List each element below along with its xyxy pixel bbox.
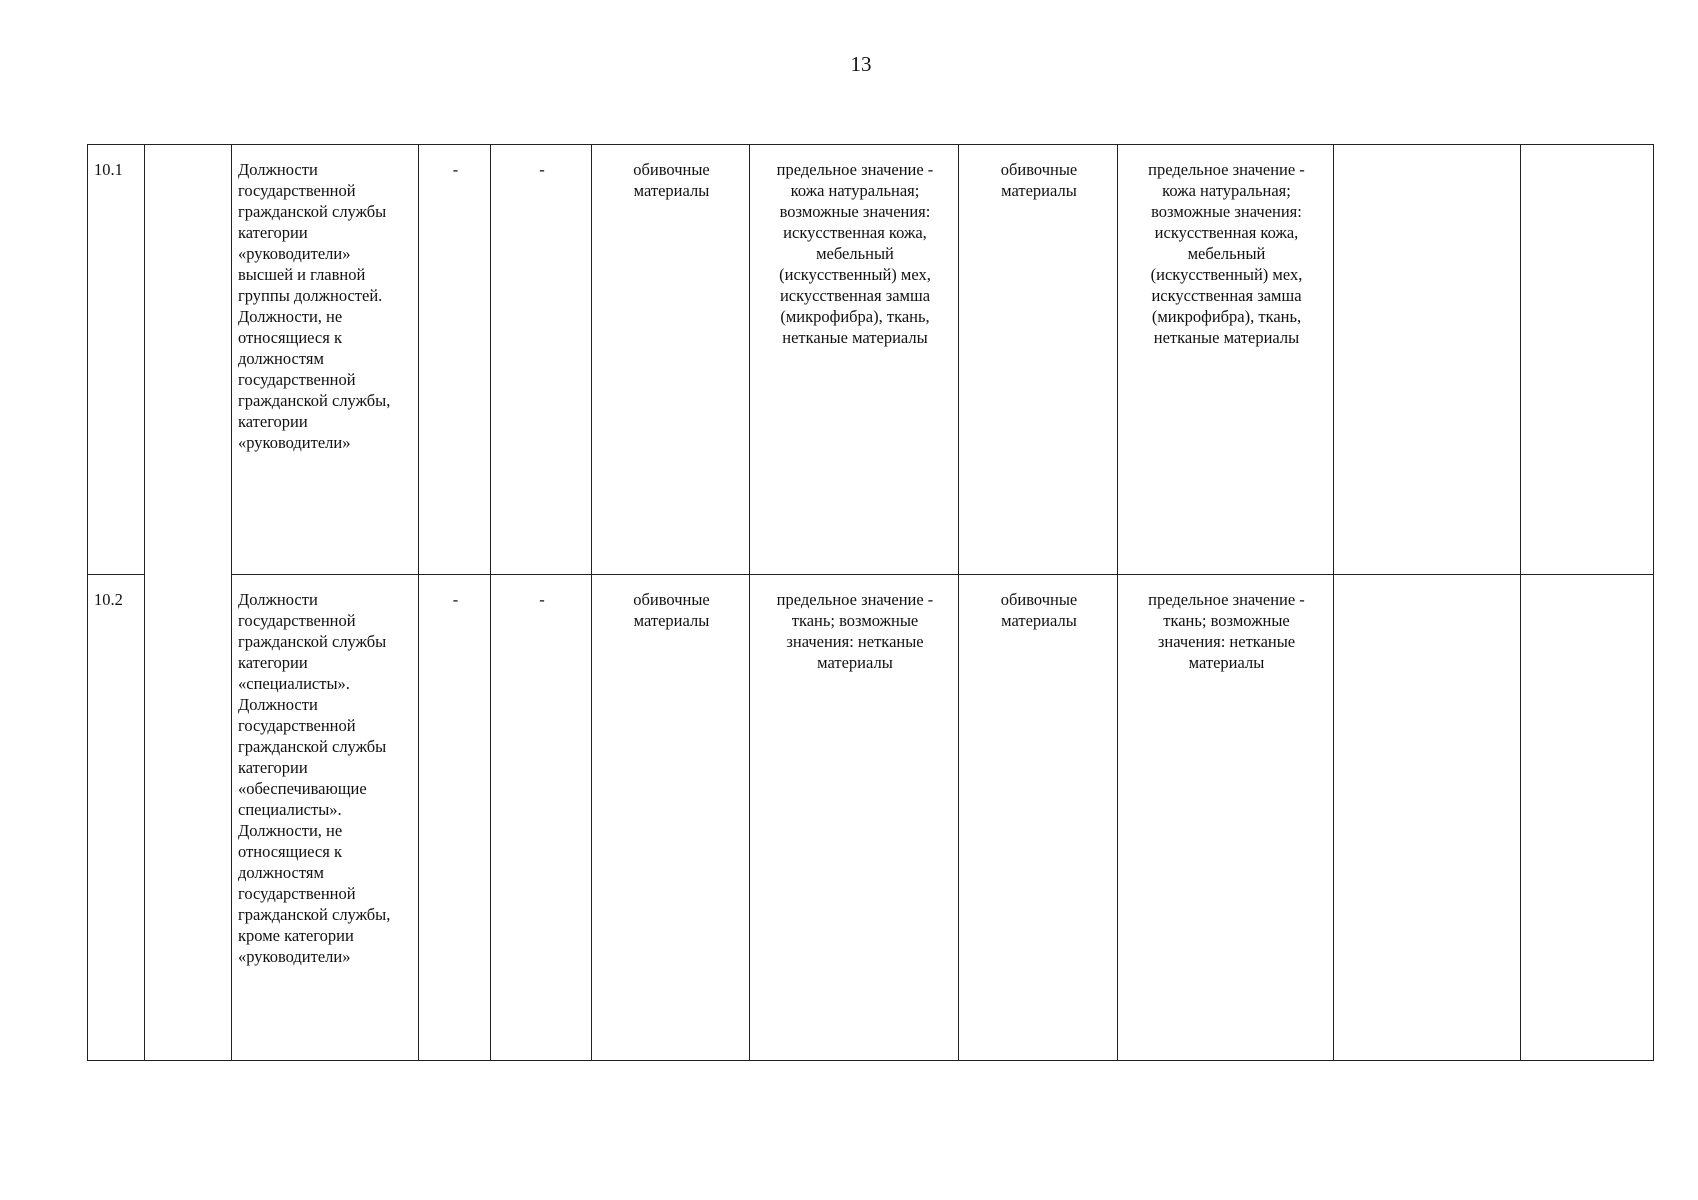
table-row [88, 145, 1654, 575]
characteristic-cell: обивочные материалы [592, 575, 750, 1061]
dash-cell: - [419, 575, 491, 1061]
dash-cell: - [491, 575, 592, 1061]
table-row [88, 575, 1654, 1061]
dash-cell: - [491, 145, 592, 575]
characteristic-value-cell: предельное значение - кожа натуральная; возможные значения: искусственная кожа, мебельный (искусственный) мех, искусственная замша (микрофибра), ткань, нетканые материалы [750, 145, 959, 575]
characteristic-cell: обивочные материалы [959, 575, 1118, 1061]
dash-cell: - [419, 145, 491, 575]
characteristic-cell: обивочные материалы [592, 145, 750, 575]
empty-cell [1521, 575, 1654, 1061]
row-number-cell: 10.2 [88, 575, 145, 1061]
row-number-cell: 10.1 [88, 145, 145, 575]
empty-cell [1521, 145, 1654, 575]
position-category-cell: Должности государственной гражданской службы категории «руководители» высшей и главной группы должностей. Должности, не относящиеся к должностям государственной гражданской службы, категории «руководители» [232, 145, 419, 575]
characteristic-cell: обивочные материалы [959, 145, 1118, 575]
characteristic-value-cell: предельное значение - ткань; возможные значения: нетканые материалы [1118, 575, 1334, 1061]
norms-table [87, 144, 1654, 1061]
characteristic-value-cell: предельное значение - кожа натуральная; возможные значения: искусственная кожа, мебельный (искусственный) мех, искусственная замша (микрофибра), ткань, нетканые материалы [1118, 145, 1334, 575]
empty-cell [1334, 575, 1521, 1061]
characteristic-value-cell: предельное значение - ткань; возможные значения: нетканые материалы [750, 575, 959, 1061]
empty-cell [1334, 145, 1521, 575]
merged-empty-cell [145, 145, 232, 1061]
position-category-cell: Должности государственной гражданской службы категории «специалисты». Должности государственной гражданской службы категории «обеспечивающие специалисты». Должности, не относящиеся к должностям государственной гражданской службы, кроме категории «руководители» [232, 575, 419, 1061]
page-number: 13 [850, 52, 872, 76]
